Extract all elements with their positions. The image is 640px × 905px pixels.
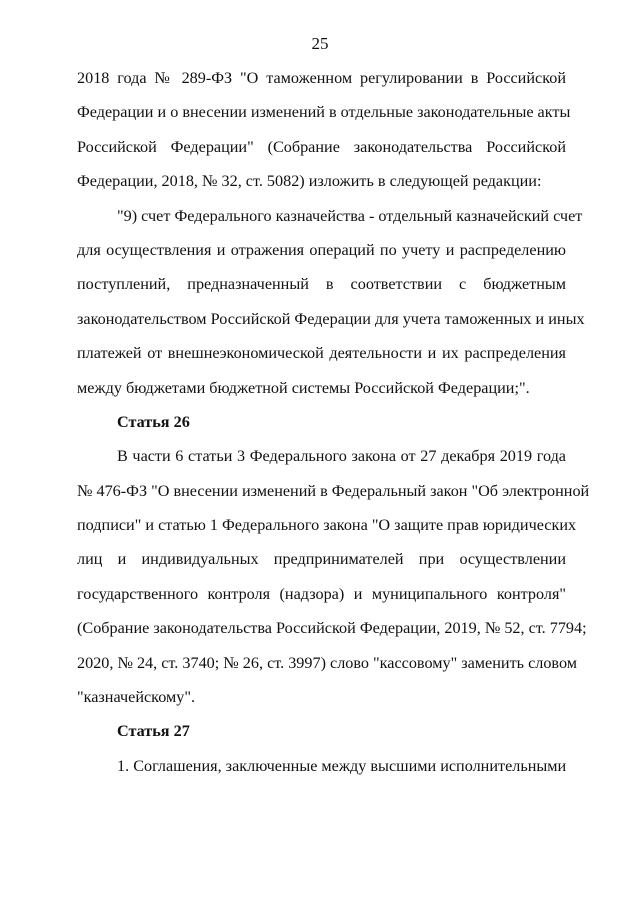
article-heading-26: Статья 26 [117,412,190,431]
text-line: Федерации и о внесении изменений в отдельные законодательные акты [77,103,571,122]
text-line: законодательством Российской Федерации для учета таможенных и иных [77,309,585,328]
page-number: 25 [311,34,329,53]
text-line: "9) счет Федерального казначейства - отдельный казначейский счет [117,206,583,225]
document-body [77,68,590,790]
article-heading-27: Статья 27 [117,722,190,741]
text-line: подписи" и статью 1 Федерального закона "О защите прав юридических [77,516,577,535]
text-line: 2020, № 24, ст. 3740; № 26, ст. 3997) слово "кассовому" заменить словом [77,653,577,672]
text-line: Федерации, 2018, № 32, ст. 5082) изложить в следующей редакции: [77,172,542,191]
paragraph-4 [77,756,566,790]
text-line: В части 6 статьи 3 Федерального закона от 27 декабря 2019 года [117,447,566,466]
text-line: 1. Соглашения, заключенные между высшими исполнительными [117,756,567,775]
text-line: (Собрание законодательства Российской Федерации, 2019, № 52, ст. 7794; [77,619,587,638]
text-line: Российской Федерации" (Собрание законодательства Российской [77,137,566,156]
paragraph-3 [77,446,590,721]
text-line: 2018 года № 289-ФЗ "О таможенном регулировании в Российской [77,69,566,87]
text-line: между бюджетами бюджетной системы Российской Федерации;". [77,378,530,397]
text-line: поступлений, предназначенный в соответствии с бюджетным [77,275,566,294]
text-line: лиц и индивидуальных предпринимателей при осуществлении [77,550,566,569]
paragraph-1 [77,68,571,206]
text-line: платежей от внешнеэкономической деятельности и их распределения [77,344,566,363]
text-line: "казначейскому". [77,688,195,707]
text-line: государственного контроля (надзора) и муниципального контроля" [77,584,566,603]
paragraph-2 [77,206,585,412]
text-line: для осуществления и отражения операций по учету и распределению [77,240,566,259]
text-line: № 476-ФЗ "О внесении изменений в Федеральный закон "Об электронной [77,481,590,500]
